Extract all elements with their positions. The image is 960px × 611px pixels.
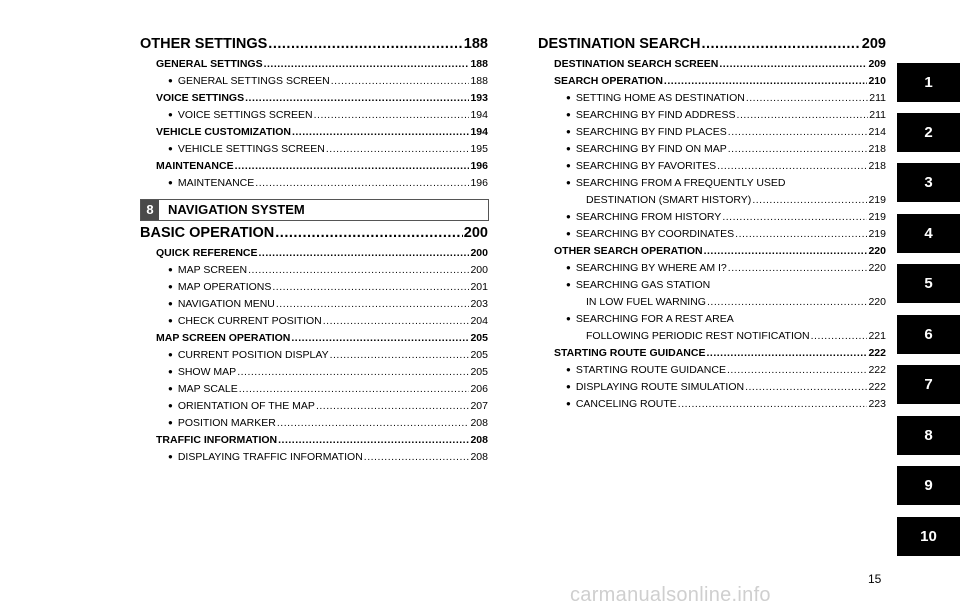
section-title: NAVIGATION SYSTEM	[168, 202, 305, 217]
toc-item[interactable]: ● SEARCHING FROM HISTORY ..... 219	[538, 211, 886, 228]
toc-item[interactable]: ● DISPLAYING TRAFFIC INFORMATION ..... 208	[140, 451, 488, 468]
toc-item[interactable]: ● CANCELING ROUTE ..... 223	[538, 398, 886, 415]
toc-item[interactable]: ● VOICE SETTINGS SCREEN ..... 194	[140, 109, 488, 126]
toc-item[interactable]: ● ORIENTATION OF THE MAP ..... 207	[140, 400, 488, 417]
page-number: 15	[868, 572, 882, 586]
watermark-text: carmanualsonline.info	[570, 584, 771, 606]
toc-item[interactable]: ● STARTING ROUTE GUIDANCE ..... 222	[538, 364, 886, 381]
toc-item[interactable]: ● GENERAL SETTINGS SCREEN ..... 188	[140, 75, 488, 92]
chapter-tab-1[interactable]: 1	[897, 63, 960, 102]
toc-item[interactable]: ● SEARCHING BY WHERE AM I? ..... 220	[538, 262, 886, 279]
chapter-tab-4[interactable]: 4	[897, 214, 960, 253]
toc-item[interactable]: ● SEARCHING FROM A FREQUENTLY USED	[538, 177, 886, 194]
toc-item[interactable]: ● MAINTENANCE ..... 196	[140, 177, 488, 194]
toc-item[interactable]: ● SEARCHING FOR A REST AREA	[538, 313, 886, 330]
toc-item-continuation[interactable]: FOLLOWING PERIODIC REST NOTIFICATION ..... 221	[538, 330, 886, 347]
toc-item[interactable]: ● MAP OPERATIONS ..... 201	[140, 281, 488, 298]
toc-subheading[interactable]: QUICK REFERENCE ..... 200	[140, 247, 488, 264]
section-number-badge: 8	[141, 200, 159, 220]
chapter-tab-2[interactable]: 2	[897, 113, 960, 152]
chapter-tab-6[interactable]: 6	[897, 315, 960, 354]
chapter-tab-10[interactable]: 10	[897, 517, 960, 556]
toc-item[interactable]: ● SETTING HOME AS DESTINATION ..... 211	[538, 92, 886, 109]
toc-item[interactable]: ● CURRENT POSITION DISPLAY ..... 205	[140, 349, 488, 366]
toc-item[interactable]: ● MAP SCREEN ..... 200	[140, 264, 488, 281]
toc-item[interactable]: ● CHECK CURRENT POSITION ..... 204	[140, 315, 488, 332]
chapter-tab-7[interactable]: 7	[897, 365, 960, 404]
toc-item[interactable]: ● MAP SCALE ..... 206	[140, 383, 488, 400]
toc-right-column	[538, 36, 886, 415]
chapter-tab-5[interactable]: 5	[897, 264, 960, 303]
toc-subheading[interactable]: VEHICLE CUSTOMIZATION ..... 194	[140, 126, 488, 143]
chapter-tab-9[interactable]: 9	[897, 466, 960, 505]
toc-heading-other-settings[interactable]: OTHER SETTINGS ..... 188	[140, 36, 488, 58]
toc-item[interactable]: ● SEARCHING BY FIND ON MAP ..... 218	[538, 143, 886, 160]
chapter-tab-8[interactable]: 8	[897, 416, 960, 455]
toc-left-column-lower	[140, 225, 488, 468]
toc-item[interactable]: ● VEHICLE SETTINGS SCREEN ..... 195	[140, 143, 488, 160]
toc-item-continuation[interactable]: IN LOW FUEL WARNING ..... 220	[538, 296, 886, 313]
toc-subheading[interactable]: TRAFFIC INFORMATION ..... 208	[140, 434, 488, 451]
toc-subheading[interactable]: MAP SCREEN OPERATION ..... 205	[140, 332, 488, 349]
toc-item[interactable]: ● SEARCHING BY FIND PLACES ..... 214	[538, 126, 886, 143]
toc-left-column	[140, 36, 488, 194]
toc-item[interactable]: ● SEARCHING BY FIND ADDRESS ..... 211	[538, 109, 886, 126]
toc-subheading[interactable]: OTHER SEARCH OPERATION ..... 220	[538, 245, 886, 262]
toc-subheading[interactable]: STARTING ROUTE GUIDANCE ..... 222	[538, 347, 886, 364]
chapter-tab-3[interactable]: 3	[897, 163, 960, 202]
toc-heading-basic-operation[interactable]: BASIC OPERATION ..... 200	[140, 225, 488, 247]
toc-item[interactable]: ● DISPLAYING ROUTE SIMULATION ..... 222	[538, 381, 886, 398]
toc-item[interactable]: ● SEARCHING GAS STATION	[538, 279, 886, 296]
toc-item-continuation[interactable]: DESTINATION (SMART HISTORY) ..... 219	[538, 194, 886, 211]
toc-item[interactable]: ● SEARCHING BY COORDINATES ..... 219	[538, 228, 886, 245]
toc-subheading[interactable]: GENERAL SETTINGS ..... 188	[140, 58, 488, 75]
toc-heading-destination-search[interactable]: DESTINATION SEARCH ..... 209	[538, 36, 886, 58]
toc-subheading[interactable]: VOICE SETTINGS ..... 193	[140, 92, 488, 109]
toc-item[interactable]: ● POSITION MARKER ..... 208	[140, 417, 488, 434]
toc-subheading[interactable]: SEARCH OPERATION ..... 210	[538, 75, 886, 92]
toc-item[interactable]: ● SEARCHING BY FAVORITES ..... 218	[538, 160, 886, 177]
toc-subheading[interactable]: DESTINATION SEARCH SCREEN ..... 209	[538, 58, 886, 75]
section-header-navigation-system	[140, 199, 489, 221]
toc-subheading[interactable]: MAINTENANCE ..... 196	[140, 160, 488, 177]
toc-item[interactable]: ● NAVIGATION MENU ..... 203	[140, 298, 488, 315]
toc-item[interactable]: ● SHOW MAP ..... 205	[140, 366, 488, 383]
